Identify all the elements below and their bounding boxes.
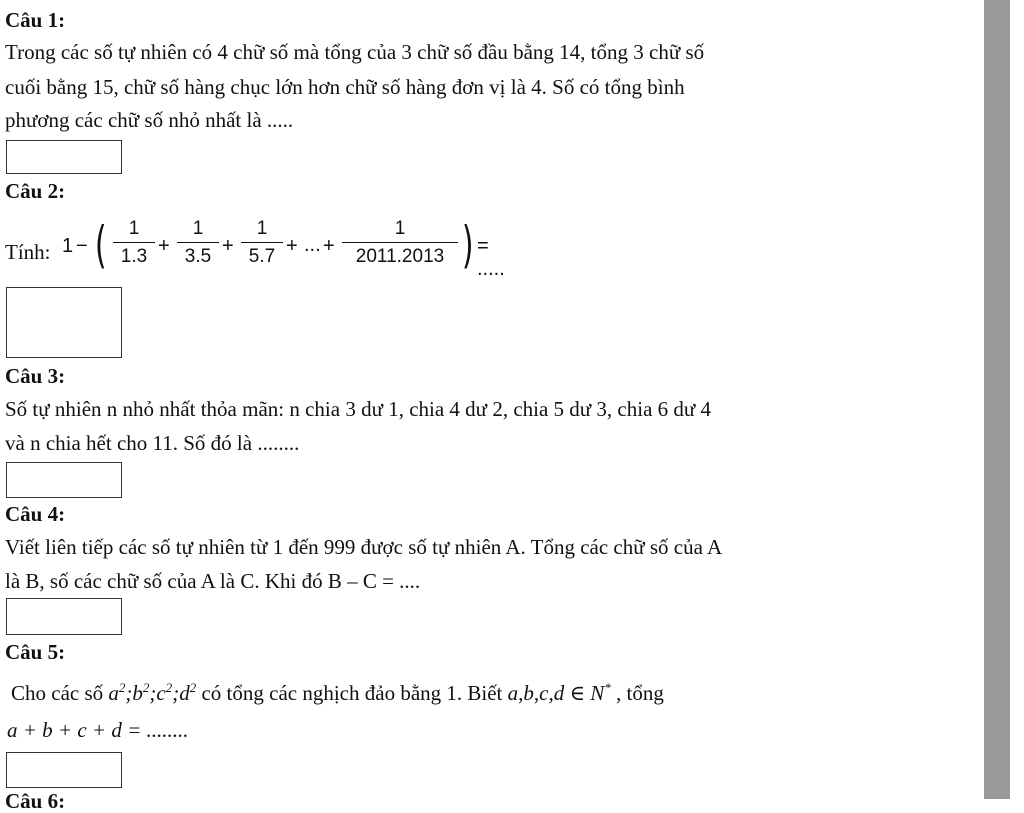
- q3-line-1: Số tự nhiên n nhỏ nhất thỏa mãn: n chia 3 dư 1, chia 4 dư 2, chia 5 dư 3, chia 6 dư 4: [5, 397, 712, 421]
- q2-fraction-2: 1 3.5: [177, 216, 219, 269]
- q5-set-expression: a,b,c,d ∈ N*: [507, 680, 611, 705]
- q1-line-3: phương các chữ số nhỏ nhất là .....: [5, 108, 294, 132]
- q2-plus-2: +: [222, 235, 234, 257]
- q5-line-1: [11, 681, 664, 705]
- q2-plus-1: +: [158, 235, 170, 257]
- q2-equals: = .....: [477, 235, 505, 280]
- q2-plus-3: +: [286, 235, 298, 257]
- q5-text-start: Cho các số: [11, 681, 109, 705]
- q1-heading: Câu 1:: [5, 8, 66, 32]
- q5-text-mid: có tổng các nghịch đảo bằng 1. Biết: [201, 681, 508, 705]
- q3-answer-box[interactable]: [6, 462, 122, 498]
- q2-answer-box-1[interactable]: [6, 287, 122, 323]
- q1-line-1: Trong các số tự nhiên có 4 chữ số mà tổng của 3 chữ số đầu bằng 14, tổng 3 chữ số: [5, 40, 705, 64]
- scrollbar-thumb[interactable]: [984, 0, 1010, 799]
- q2-open-paren: (: [94, 216, 107, 274]
- q2-fraction-1: 1 1.3: [113, 216, 155, 269]
- q2-label: Tính:: [5, 240, 51, 264]
- q5-text-end: , tổng: [616, 681, 664, 705]
- q2-answer-box-2[interactable]: [6, 321, 122, 358]
- q4-line-1: Viết liên tiếp các số tự nhiên từ 1 đến 999 được số tự nhiên A. Tổng các chữ số của A: [5, 535, 723, 559]
- q2-fraction-3: 1 5.7: [241, 216, 283, 269]
- q3-line-2: và n chia hết cho 11. Số đó là ........: [5, 431, 300, 455]
- q3-heading: Câu 3:: [5, 364, 66, 388]
- q2-heading: Câu 2:: [5, 179, 66, 203]
- q6-heading: Câu 6:: [5, 789, 66, 813]
- q5-squares: $a^2;b^2;c^2;d^2$: [108, 680, 197, 705]
- q2-ellipsis: ...: [304, 234, 321, 256]
- q1-answer-box[interactable]: [6, 140, 122, 174]
- q4-line-2: là B, số các chữ số của A là C. Khi đó B – C = ....: [5, 569, 421, 593]
- q4-answer-box[interactable]: [6, 598, 122, 635]
- q5-answer-box[interactable]: [6, 752, 122, 788]
- q5-heading: Câu 5:: [5, 640, 66, 664]
- q1-line-2: cuối bằng 15, chữ số hàng chục lớn hơn chữ số hàng đơn vị là 4. Số có tổng bình: [5, 75, 685, 99]
- q5-line-2: a + b + c + d = ........: [7, 718, 189, 742]
- q2-one: 1: [62, 235, 74, 257]
- q2-minus: −: [76, 235, 88, 257]
- q2-plus-4: +: [323, 235, 335, 257]
- q4-heading: Câu 4:: [5, 502, 66, 526]
- q2-close-paren: ): [461, 216, 474, 274]
- q2-fraction-4: 1 2011.2013: [342, 216, 458, 269]
